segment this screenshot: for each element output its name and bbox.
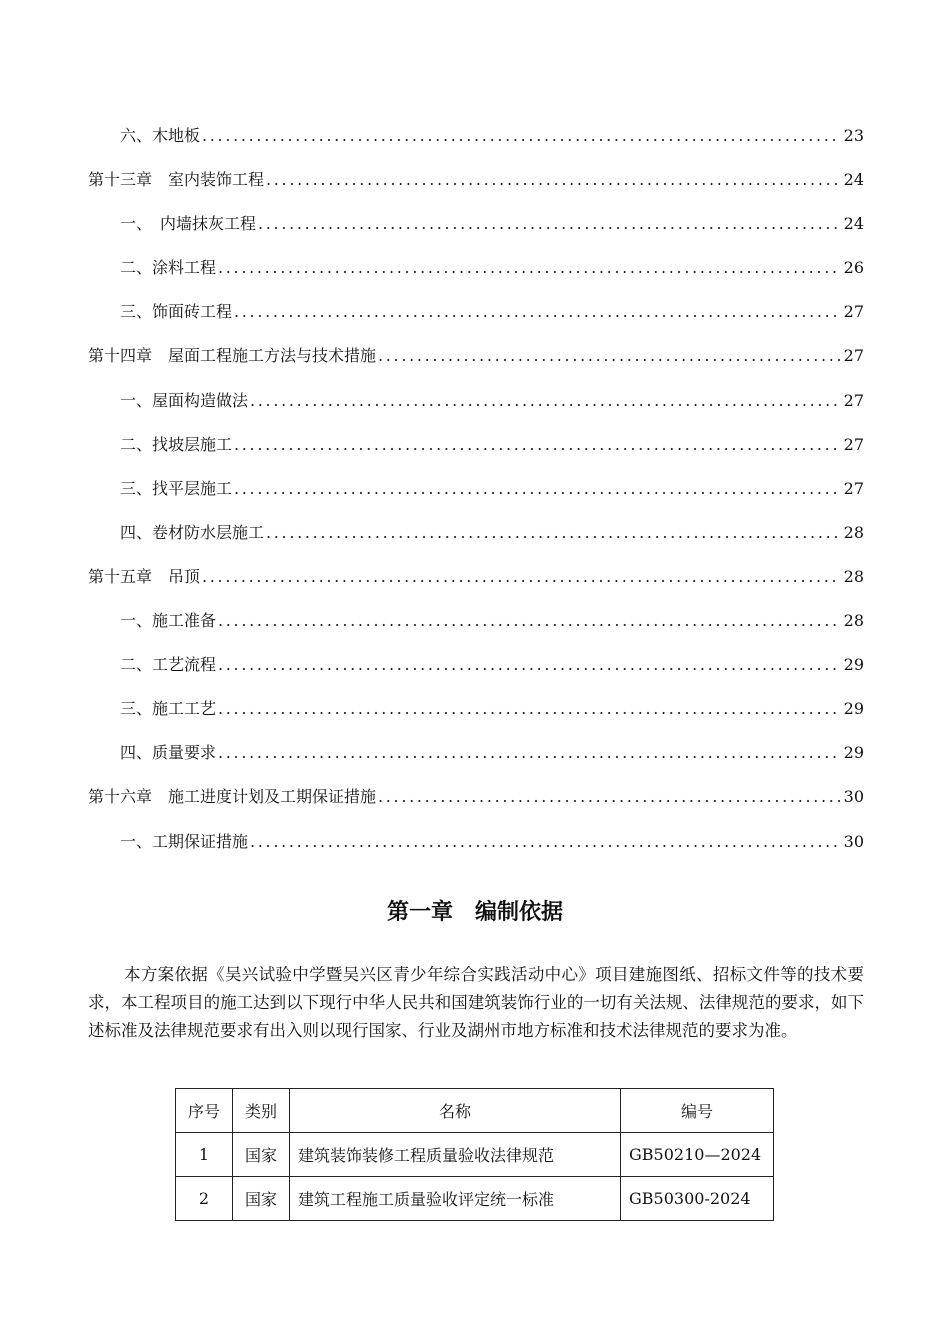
body-paragraph: 本方案依据《吴兴试验中学暨吴兴区青少年综合实践活动中心》项目建施图纸、招标文件等的技术要求，本工程项目的施工达到以下现行中华人民共和国建筑装饰行业的一切有关法规、法律规范的要求，如下述标准及法律规范要求有出入则以现行国家、行业及湖州市地方标准和技术法律规范的要求为准。 (88, 965, 864, 1040)
toc-label: 二、涂料工程 (120, 258, 217, 278)
toc-page-number: 30 (843, 787, 864, 807)
toc-entry[interactable] (88, 829, 864, 873)
toc-entry[interactable] (88, 476, 864, 520)
toc-label: 三、饰面砖工程 (120, 302, 233, 322)
toc-label: 第十三章 室内装饰工程 (88, 170, 265, 190)
toc-entry[interactable] (88, 564, 864, 608)
cell-seq: 2 (176, 1177, 233, 1221)
toc-label: 六、木地板 (120, 126, 201, 145)
toc-entry[interactable] (88, 167, 864, 211)
toc-leader-dots (234, 302, 840, 321)
table-of-contents (88, 123, 864, 873)
toc-entry[interactable] (88, 123, 864, 167)
toc-label: 一、 内墙抹灰工程 (120, 214, 257, 234)
toc-label: 三、施工工艺 (120, 699, 217, 719)
toc-entry[interactable] (88, 696, 864, 740)
toc-label: 二、找坡层施工 (120, 434, 233, 454)
toc-leader-dots (234, 479, 840, 498)
toc-page-number: 27 (843, 478, 864, 498)
toc-page-number: 29 (843, 699, 864, 719)
column-header-code: 编号 (621, 1089, 774, 1133)
toc-entry[interactable] (88, 255, 864, 299)
cell-code: GB50210—2024 (621, 1133, 774, 1177)
toc-leader-dots (266, 170, 840, 189)
toc-entry[interactable] (88, 520, 864, 564)
cell-seq: 1 (176, 1133, 233, 1177)
toc-label: 第十四章 屋面工程施工方法与技术措施 (88, 346, 377, 366)
column-header-type: 类别 (233, 1089, 290, 1133)
column-header-name: 名称 (290, 1089, 621, 1133)
toc-entry[interactable] (88, 299, 864, 343)
toc-label: 一、施工准备 (120, 611, 217, 631)
toc-leader-dots (250, 832, 840, 851)
toc-leader-dots (378, 787, 840, 806)
toc-page-number: 24 (843, 214, 864, 234)
standards-table (175, 1088, 774, 1221)
toc-page-number: 28 (843, 522, 864, 542)
cell-name: 建筑工程施工质量验收评定统一标准 (290, 1177, 621, 1221)
toc-leader-dots (202, 126, 840, 145)
toc-page-number: 29 (843, 743, 864, 763)
toc-leader-dots (218, 743, 840, 762)
toc-label: 第十六章 施工进度计划及工期保证措施 (88, 787, 377, 807)
toc-page-number: 24 (843, 170, 864, 190)
cell-type: 国家 (233, 1177, 290, 1221)
toc-leader-dots (378, 346, 840, 365)
toc-page-number: 28 (843, 566, 864, 586)
toc-label: 四、质量要求 (120, 743, 217, 763)
toc-leader-dots (258, 214, 840, 233)
toc-page-number: 26 (843, 258, 864, 278)
toc-label: 一、工期保证措施 (120, 831, 249, 851)
toc-label: 四、卷材防水层施工 (120, 522, 265, 542)
cell-type: 国家 (233, 1133, 290, 1177)
toc-page-number: 27 (843, 390, 864, 410)
toc-entry[interactable] (88, 432, 864, 476)
toc-entry[interactable] (88, 388, 864, 432)
toc-label: 一、屋面构造做法 (120, 390, 249, 410)
toc-page-number: 27 (843, 346, 864, 366)
toc-label: 第十五章 吊顶 (88, 566, 201, 586)
toc-leader-dots (218, 699, 840, 718)
toc-label: 二、工艺流程 (120, 655, 217, 675)
cell-code: GB50300-2024 (621, 1177, 774, 1221)
toc-entry[interactable] (88, 343, 864, 387)
toc-entry[interactable] (88, 608, 864, 652)
toc-page-number: 29 (843, 655, 864, 675)
toc-entry[interactable] (88, 652, 864, 696)
toc-page-number: 27 (843, 302, 864, 322)
toc-leader-dots (218, 611, 840, 630)
column-header-seq: 序号 (176, 1089, 233, 1133)
table-row (176, 1133, 774, 1177)
toc-page-number: 23 (843, 126, 864, 145)
toc-page-number: 28 (843, 611, 864, 631)
toc-page-number: 27 (843, 434, 864, 454)
toc-label: 三、找平层施工 (120, 478, 233, 498)
toc-leader-dots (266, 523, 840, 542)
toc-entry[interactable] (88, 211, 864, 255)
toc-leader-dots (218, 655, 840, 674)
toc-leader-dots (234, 435, 840, 454)
toc-leader-dots (202, 567, 840, 586)
table-row (176, 1177, 774, 1221)
toc-entry[interactable] (88, 740, 864, 784)
cell-name: 建筑装饰装修工程质量验收法律规范 (290, 1133, 621, 1177)
toc-page-number: 30 (843, 831, 864, 851)
toc-leader-dots (250, 391, 840, 410)
table-header-row (176, 1089, 774, 1133)
toc-entry[interactable] (88, 784, 864, 828)
toc-leader-dots (218, 258, 840, 277)
chapter-heading: 第一章 编制依据 (386, 900, 563, 925)
